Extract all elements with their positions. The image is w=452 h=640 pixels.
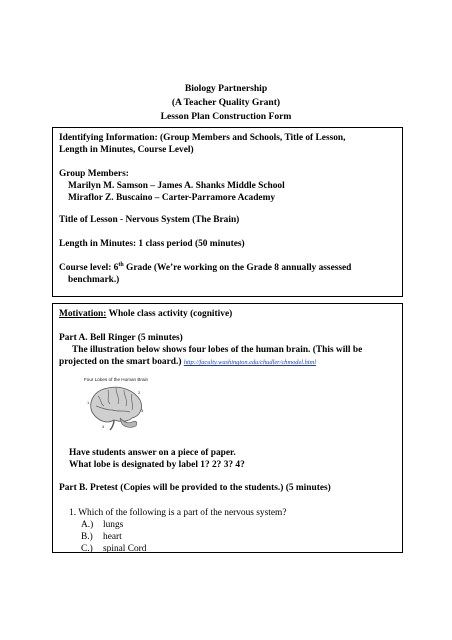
option-b-letter: B.) — [81, 532, 93, 542]
lesson-length: Length in Minutes: 1 class period (50 minutes) — [59, 239, 245, 249]
course-level — [59, 262, 351, 274]
instruction-2: What lobe is designated by label 1? 2? 3? 4? — [69, 460, 245, 470]
svg-text:4: 4 — [102, 424, 105, 429]
option-a-text: lungs — [103, 520, 124, 530]
motivation-label: Motivation: — [59, 309, 107, 319]
identifying-heading-line1: Identifying Information: (Group Members and Schools, Title of Lesson, — [59, 133, 346, 143]
brain-model-link[interactable]: http://faculty.washington.edu/chudler/chmodel.html — [183, 359, 317, 366]
group-members-label: Group Members: — [59, 169, 129, 179]
identifying-heading-line2: Length in Minutes, Course Level) — [59, 145, 194, 155]
lesson-title: Title of Lesson - Nervous System (The Brain) — [59, 215, 240, 225]
course-level-rest: Grade (We’re working on the Grade 8 annually assessed — [123, 263, 352, 273]
svg-text:2: 2 — [138, 390, 141, 395]
option-c-text: spinal Cord — [103, 544, 147, 554]
document-title: Biology Partnership — [184, 83, 268, 94]
svg-text:3: 3 — [141, 408, 144, 413]
identifying-information-box — [52, 127, 403, 297]
motivation-text: Whole class activity (cognitive) — [106, 309, 233, 319]
option-c-letter: C.) — [81, 544, 93, 554]
option-c — [81, 543, 147, 555]
course-level-superscript: th — [118, 261, 124, 268]
group-member-1: Marilyn M. Samson – James A. Shanks Middle School — [68, 181, 285, 191]
group-member-2: Miraflor Z. Buscaino – Carter-Parramore Academy — [68, 193, 276, 203]
course-level-prefix: Course level: 6 — [59, 263, 119, 273]
part-b-heading: Part B. Pretest (Copies will be provided to the students.) (5 minutes) — [59, 483, 331, 493]
brain-image-title: Four Lobes of the Human Brain — [84, 377, 149, 382]
part-a-line1: The illustration below shows four lobes of the human brain. (This will be — [72, 345, 363, 355]
question-1: 1. Which of the following is a part of the nervous system? — [69, 508, 287, 518]
motivation-heading — [59, 308, 232, 320]
option-b — [81, 531, 122, 543]
document-subtitle: (A Teacher Quality Grant) — [171, 97, 281, 108]
option-b-text: heart — [103, 532, 122, 542]
option-a-letter: A.) — [81, 520, 94, 530]
part-a-line2 — [59, 356, 316, 369]
course-level-line2: benchmark.) — [68, 275, 120, 285]
form-title: Lesson Plan Construction Form — [160, 111, 292, 122]
brain-lobes-image — [84, 382, 146, 432]
part-a-line2-text: projected on the smart board.) — [59, 357, 184, 367]
svg-text:1: 1 — [87, 400, 90, 405]
option-a — [81, 519, 123, 531]
part-a-heading: Part A. Bell Ringer (5 minutes) — [59, 333, 183, 343]
instruction-1: Have students answer on a piece of paper. — [69, 448, 236, 458]
